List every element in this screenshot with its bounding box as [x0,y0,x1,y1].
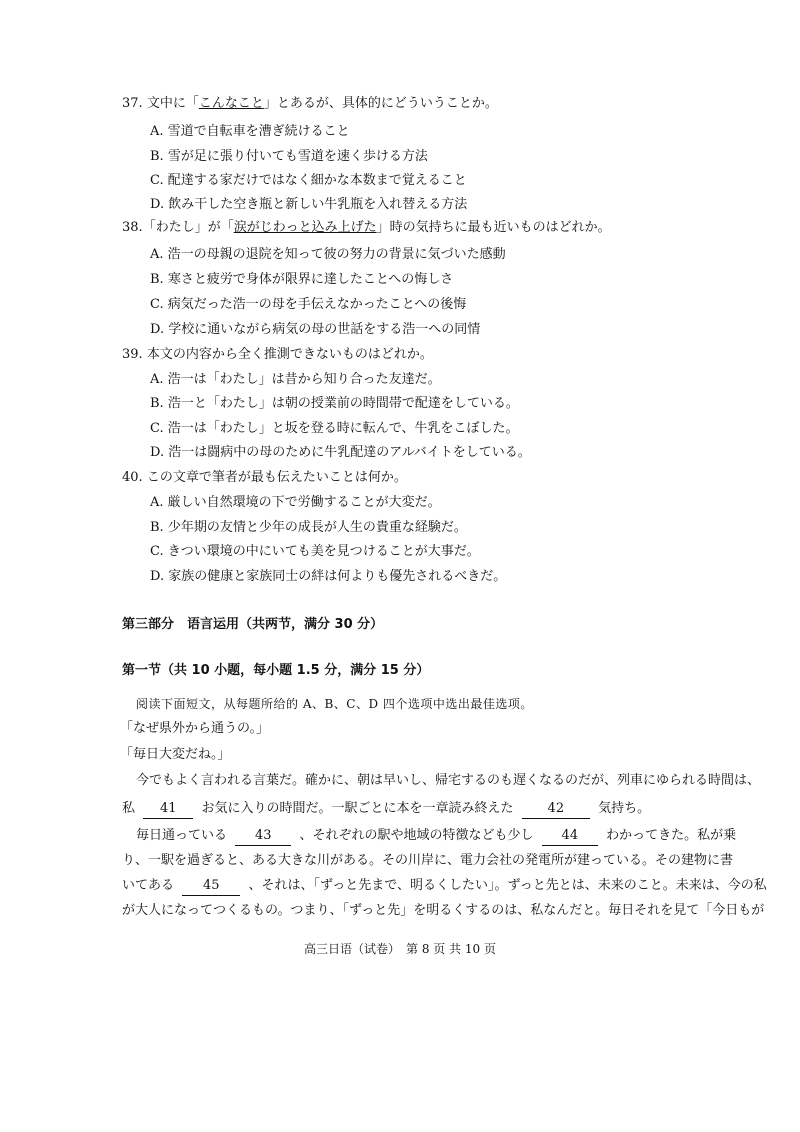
option-text: 学校に通いながら病気の母の世話をする浩一への同情 [168,322,481,337]
option-text: 浩一と「わたし」は朝の授業前の時間帯で配達をしている。 [167,396,519,411]
option-37-b [150,148,428,166]
option-38-d [150,321,480,339]
passage-line: り、一駅を過ぎると、ある大きな川がある。その川岸に、電力会社の発電所が建っている。その建物に書 [122,853,734,868]
option-40-a [150,494,441,512]
option-39-c [150,420,519,438]
stem-text: 」時の気持ちに最も近いものはどれか。 [376,220,611,235]
option-text: きつい環境の中にいても美を見つけることが大事だ。 [167,544,480,559]
option-text: 浩一の母親の退院を知って彼の努力の背景に気づいた感動 [167,247,506,262]
option-38-a [150,246,506,264]
option-text: 家族の健康と家族同士の絆は何よりも優先されるべきだ。 [168,569,507,584]
question-number: 37. [122,96,143,111]
blank-45: 45 [182,877,240,896]
passage-line [122,800,650,819]
question-37-stem [122,95,498,113]
subsection-title: 第一节（共 10 小题，每小题 1.5 分，满分 15 分） [122,663,430,678]
option-letter: A. [150,372,164,387]
option-text: 浩一は「わたし」は昔から知り合った友達だ。 [167,372,441,387]
option-text: 少年期の友情と少年の成長が人生の貴重な経験だ。 [167,520,467,535]
part-title: 第三部分 语言运用（共两节，满分 30 分） [122,617,384,632]
passage-text: いてある [122,878,175,893]
passage-text: お気に入りの時間だ。一駅ごとに本を一章読み終えた [201,801,514,816]
option-letter: D. [150,445,165,460]
option-text: 雪が足に張り付いても雪道を速く歩ける方法 [167,149,428,164]
option-37-c [150,172,467,190]
option-letter: C. [150,421,164,436]
passage-line [122,877,767,896]
option-40-d [150,568,506,586]
option-letter: B. [150,272,164,287]
option-39-b [150,395,519,413]
option-38-b [150,271,453,289]
blank-43: 43 [235,827,291,846]
option-40-b [150,519,467,537]
question-number: 40. [122,470,143,485]
option-37-a [150,123,350,141]
option-letter: A. [150,495,164,510]
option-letter: B. [150,520,164,535]
option-letter: D. [150,322,165,337]
question-40-stem [122,469,407,487]
passage-line: 「毎日大変だね。」 [120,747,231,762]
stem-text: 文中に「 [146,96,199,111]
option-letter: C. [150,297,164,312]
option-letter: B. [150,396,164,411]
passage-text: 私 [122,801,136,816]
option-37-d [150,196,467,214]
passage-line: 「なぜ県外から通うの。」 [120,721,269,736]
question-number: 38. [122,220,143,235]
passage-text: わかってきた。私が乗 [606,828,737,843]
passage-text: 気持ち。 [598,801,651,816]
stem-text: 」とあるが、具体的にどういうことか。 [263,96,498,111]
question-number: 39. [122,347,143,362]
blank-42: 42 [522,800,590,819]
option-text: 寒さと疲労で身体が限界に達したことへの悔しさ [167,272,454,287]
passage-text: 毎日通っている [136,828,228,843]
option-letter: D. [150,197,165,212]
option-text: 雪道で自転車を漕ぎ続けること [167,124,350,139]
option-letter: D. [150,569,165,584]
underlined-phrase: 涙がじわっと込み上げた [233,220,377,235]
blank-41: 41 [143,800,193,819]
stem-text: 本文の内容から全く推測できないものはどれか。 [146,347,433,362]
option-letter: A. [150,247,164,262]
instruction-text: 阅读下面短文，从每题所给的 A、B、C、D 四个选项中选出最佳选项。 [136,697,533,711]
option-text: 浩一は「わたし」と坂を登る時に転んで、牛乳をこぼした。 [167,421,519,436]
page-footer: 高三日语（试卷） 第 8 页 共 10 页 [304,942,496,956]
option-letter: C. [150,173,164,188]
question-39-stem [122,346,433,364]
option-text: 病気だった浩一の母を手伝えなかったことへの後悔 [167,297,467,312]
passage-text: 、それぞれの駅や地域の特徴なども少し [299,828,534,843]
stem-text: この文章で筆者が最も伝えたいことは何か。 [146,470,407,485]
blank-44: 44 [542,827,598,846]
option-text: 飲み干した空き瓶と新しい牛乳瓶を入れ替える方法 [168,197,468,212]
passage-text: 、それは、「ずっと先まで、明るくしたい」。ずっと先とは、未来のこと。未来は、今の私 [248,878,767,893]
passage-line [136,827,736,846]
option-text: 配達する家だけではなく細かな本数まで覚えること [167,173,467,188]
question-38-stem [122,219,611,237]
passage-line: 今でもよく言われる言葉だ。確かに、朝は早いし、帰宅するのも遅くなるのだが、列車にゆられる時間は、 [136,773,761,788]
option-letter: A. [150,124,164,139]
option-39-d [150,444,531,462]
option-40-c [150,543,480,561]
option-letter: C. [150,544,164,559]
option-38-c [150,296,466,314]
option-text: 浩一は闘病中の母のために牛乳配達のアルバイトをしている。 [168,445,531,460]
passage-line: が大人になってつくるもの。つまり、「ずっと先」を明るくするのは、私なんだと。毎日それを見て「今日もが [122,903,765,918]
option-text: 厳しい自然環境の下で労働することが大変だ。 [167,495,441,510]
underlined-phrase: こんなこと [198,96,264,111]
option-letter: B. [150,149,164,164]
option-39-a [150,371,441,389]
stem-text: 「わたし」が「 [142,220,234,235]
